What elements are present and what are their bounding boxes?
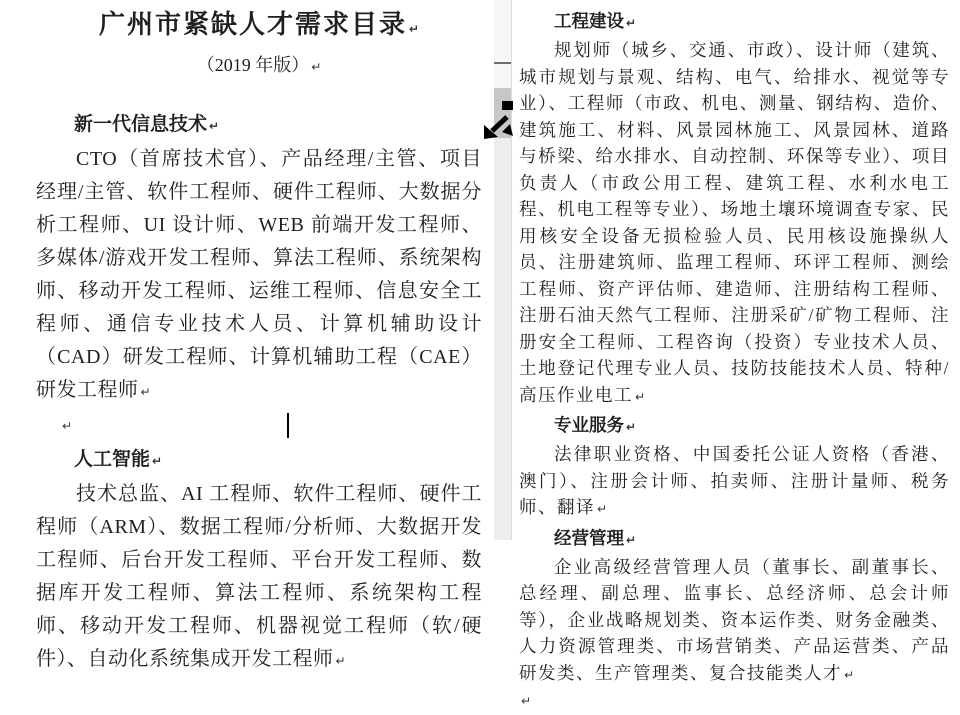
mouse-scroll-cursor-icon <box>482 98 516 142</box>
pilcrow-mark: ↵ <box>311 60 322 74</box>
pilcrow-mark: ↵ <box>140 385 151 399</box>
section-body-engineering-construction[interactable]: 规划师（城乡、交通、市政）、设计师（建筑、城市规划与景观、结构、电气、给排水、视觉等专业）、工程师（市政、机电、测量、钢结构、造价、建筑施工、材料、风景园林施工、风景园林、道路与桥梁、给水排水、自动控制、环保等专业）、项目负责人（市政公用工程、建筑工程、水利水电工程、机电工程等专业）、场地土壤环境调查专家、民用核安全设备无损检验人员、民用核设施操纵人员、注册建筑师、监理工程师、环评工程师、测绘工程师、资产评估师、建造师、注册结构工程师、注册石油天然气工程师、注册采矿/矿物工程师、注册安全工程师、工程咨询（投资）专业技术人员、土地登记代理专业人员、技防技能技术人员、特种/高压作业电工 ↵ <box>519 40 950 405</box>
section-body-new-generation-it[interactable]: CTO（首席技术官）、产品经理/主管、项目经理/主管、软件工程师、硬件工程师、大数据分析工程师、UI 设计师、WEB 前端开发工程师、多媒体/游戏开发工程师、算法工程师、系统架构师、移动开发工程师、运维工程师、信息安全工程师、通信专业技术人员、计算机辅助设计（CAD）研发工程师、计算机辅助工程（CAE）研发工程师 ↵ <box>36 148 482 401</box>
pilcrow-mark: ↵ <box>626 16 637 30</box>
pilcrow-mark: ↵ <box>597 502 608 516</box>
page-right[interactable] <box>511 0 960 708</box>
pilcrow-mark: ↵ <box>335 654 346 668</box>
page-gutter-divider <box>494 62 511 64</box>
section-heading-new-generation-it[interactable]: 新一代信息技术 ↵ <box>74 114 220 135</box>
pilcrow-mark: ↵ <box>844 667 855 682</box>
section-body-professional-services[interactable]: 法律职业资格、中国委托公证人资格（香港、澳门）、注册会计师、拍卖师、注册计量师、税务师、翻译 ↵ <box>519 444 950 517</box>
pilcrow-mark: ↵ <box>626 532 637 547</box>
empty-paragraph[interactable] <box>519 688 950 715</box>
text-insertion-caret <box>287 413 289 438</box>
pilcrow-mark: ↵ <box>626 420 637 434</box>
pilcrow-mark: ↵ <box>635 389 646 404</box>
section-heading-artificial-intelligence[interactable]: 人工智能 ↵ <box>74 449 163 470</box>
document-title[interactable] <box>36 6 482 48</box>
section-body-business-management[interactable]: 企业高级经营管理人员（董事长、副董事长、总经理、副总理、监事长、总经济师、总会计师等），企业战略规划类、资本运作类、财务金融类、人力资源管理类、市场营销类、产品运营类、产品研发类、生产管理类、复合技能类人才 ↵ <box>519 556 950 683</box>
pilcrow-mark: ↵ <box>209 119 220 133</box>
document-subtitle[interactable] <box>36 50 482 82</box>
pilcrow-mark: ↵ <box>408 22 420 36</box>
pilcrow-mark: ↵ <box>152 454 163 468</box>
page-gutter-top <box>494 0 511 88</box>
page-left[interactable] <box>0 0 494 670</box>
document-subtitle-text: （2019 年版） <box>196 55 310 75</box>
pilcrow-mark: ↵ <box>62 419 73 433</box>
section-heading-engineering-construction[interactable]: 工程建设 ↵ <box>554 11 637 31</box>
document-title-text: 广州市紧缺人才需求目录 <box>98 10 407 39</box>
section-body-artificial-intelligence[interactable]: 技术总监、AI 工程师、软件工程师、硬件工程师（ARM）、数据工程师/分析师、大数据开发工程师、后台开发工程师、平台开发工程师、数据库开发工程师、算法工程师、系统架构工程师、移动开发工程师、机器视觉工程师（软/硬件）、自动化系统集成开发工程师 ↵ <box>36 483 482 670</box>
empty-paragraph[interactable] <box>36 409 482 443</box>
pilcrow-mark: ↵ <box>521 694 532 708</box>
section-heading-professional-services[interactable]: 专业服务 ↵ <box>554 415 637 435</box>
section-heading-business-management[interactable]: 经营管理 ↵ <box>554 527 637 548</box>
